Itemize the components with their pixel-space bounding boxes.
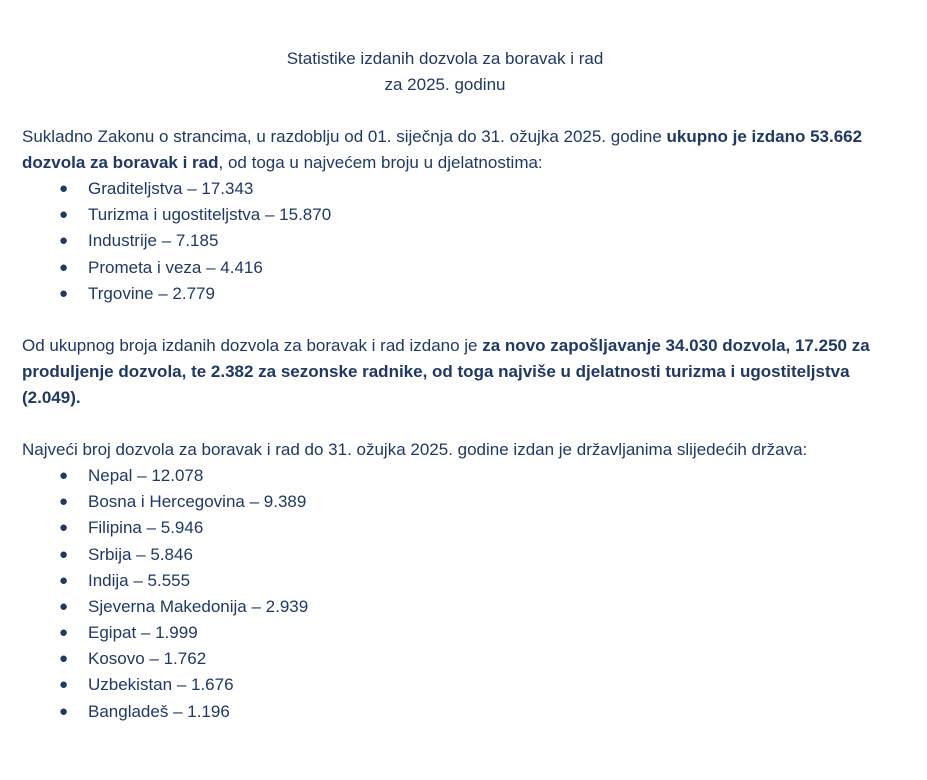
title-line-1: Statistike izdanih dozvola za boravak i rad: [286, 49, 604, 68]
country-item-text: Srbija – 5.846: [88, 544, 193, 564]
sector-item-text: Prometa i veza – 4.416: [88, 257, 263, 277]
list-item: [22, 176, 902, 202]
country-item-text: Egipat – 1.999: [88, 623, 198, 643]
intro-bold-total: ukupno je izdano 53.662 dozvola za boravak i rad: [22, 127, 863, 172]
spacer: [22, 307, 902, 333]
bullet-icon: ●: [59, 519, 69, 537]
list-item: [22, 489, 902, 515]
country-item-text: Nepal – 12.078: [88, 465, 204, 485]
list-item: [22, 255, 902, 281]
bullet-icon: ●: [59, 571, 69, 589]
intro-text-after: , od toga u najvećem broju u djelatnostima:: [218, 153, 543, 172]
breakdown-bold: za novo zapošljavanje 34.030 dozvola, 17.250 za produljenje dozvola, te 2.382 za sezonske radnike, od toga najviše u djelatnosti turizma i ugostiteljstva (2.049).: [22, 335, 870, 407]
list-item: [22, 202, 902, 228]
bullet-icon: ●: [59, 180, 69, 197]
bullet-icon: ●: [59, 232, 69, 250]
intro-text-before: Sukladno Zakonu o strancima, u razdoblju od 01. siječnja do 31. ožujka 2025. godine: [22, 127, 667, 146]
country-item-text: Indija – 5.555: [88, 570, 191, 590]
bullet-icon: ●: [59, 650, 69, 668]
country-item-text: Bosna i Hercegovina – 9.389: [88, 492, 307, 512]
breakdown-text-before: Od ukupnog broja izdanih dozvola za boravak i rad izdano je: [22, 335, 483, 355]
list-item: [22, 281, 902, 307]
list-item: [22, 646, 902, 672]
list-item: [22, 542, 902, 568]
sector-item-text: Graditeljstva – 17.343: [88, 179, 254, 198]
list-item: [22, 228, 902, 254]
sector-list: [22, 176, 902, 307]
bullet-icon: ●: [59, 624, 69, 642]
list-item: [22, 672, 902, 698]
list-item: [22, 594, 902, 620]
bullet-icon: ●: [59, 545, 69, 563]
list-item: [22, 568, 902, 594]
sector-item-text: Turizma i ugostiteljstva – 15.870: [88, 205, 332, 225]
list-item: [22, 699, 902, 725]
bullet-icon: ●: [59, 258, 69, 276]
document-title: [0, 46, 890, 98]
document-body: [22, 46, 902, 725]
sector-item-text: Trgovine – 2.779: [88, 283, 215, 303]
bullet-icon: ●: [59, 597, 69, 615]
bullet-icon: ●: [59, 284, 69, 302]
country-item-text: Filipina – 5.946: [88, 518, 204, 538]
countries-intro-paragraph: Najveći broj dozvola za boravak i rad do 31. ožujka 2025. godine izdan je državljanima slijedećih država:: [22, 439, 808, 459]
intro-paragraph: [22, 124, 902, 176]
title-line-2: za 2025. godinu: [384, 75, 506, 94]
country-list: [22, 463, 902, 725]
bullet-icon: ●: [59, 493, 69, 511]
bullet-icon: ●: [59, 206, 69, 224]
list-item: [22, 463, 902, 489]
country-item-text: Bangladeš – 1.196: [88, 701, 230, 721]
bullet-icon: ●: [59, 702, 69, 720]
breakdown-paragraph: [22, 333, 902, 411]
sector-item-text: Industrije – 7.185: [88, 231, 219, 251]
list-item: [22, 515, 902, 541]
bullet-icon: ●: [59, 676, 69, 694]
bullet-icon: ●: [59, 466, 69, 484]
country-item-text: Sjeverna Makedonija – 2.939: [88, 596, 309, 616]
country-item-text: Uzbekistan – 1.676: [88, 675, 234, 695]
spacer: [22, 411, 902, 437]
list-item: [22, 620, 902, 646]
country-item-text: Kosovo – 1.762: [88, 649, 207, 669]
